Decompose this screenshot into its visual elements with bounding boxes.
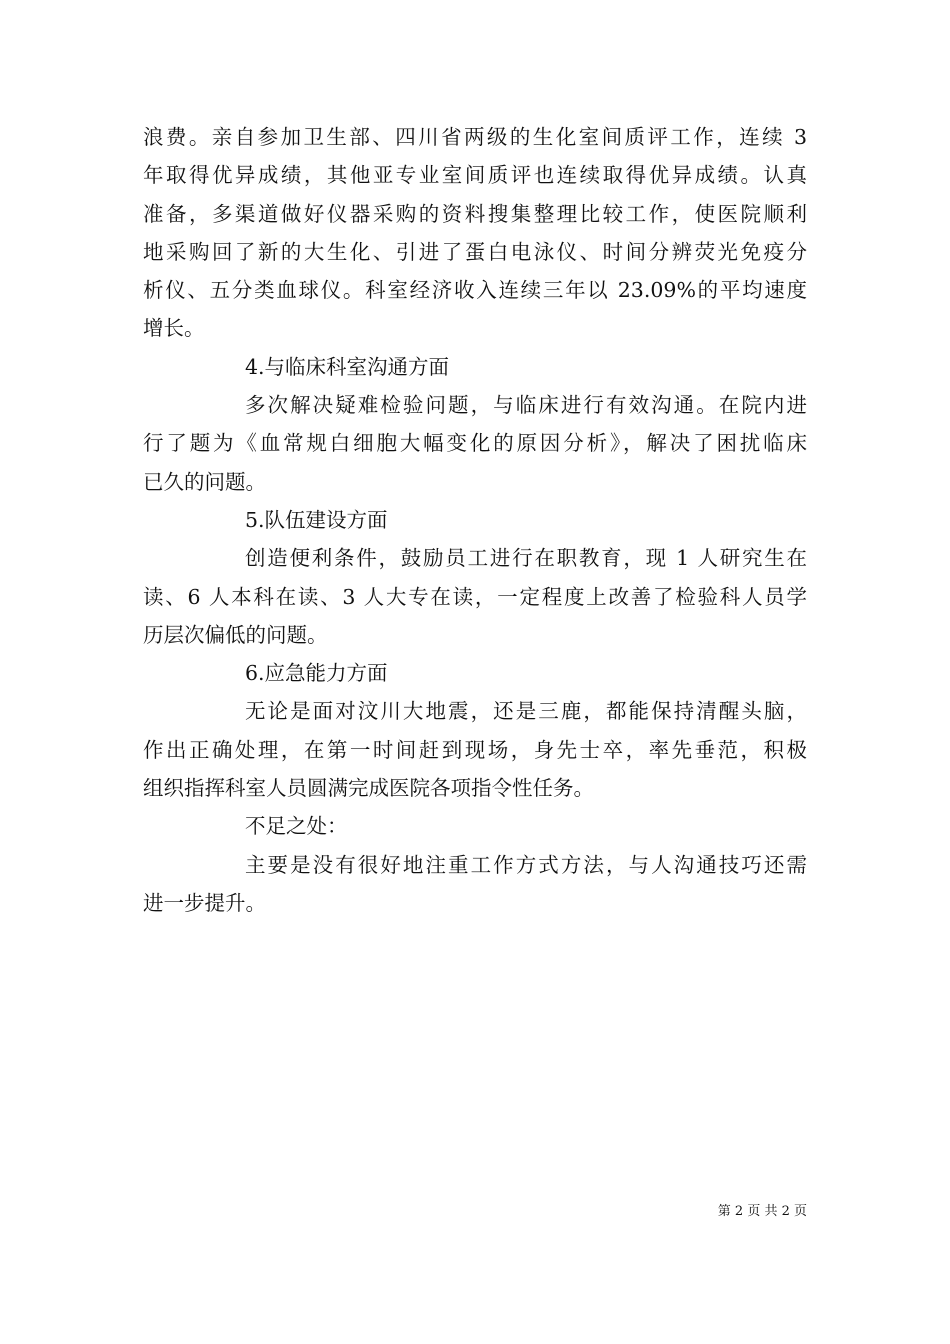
section-heading: 4.与临床科室沟通方面 (245, 354, 450, 379)
section-heading: 5.队伍建设方面 (245, 507, 388, 532)
text-line: 准备，多渠道做好仪器采购的资料搜集整理比较工作，使医院顺利 (143, 201, 807, 226)
section-heading: 不足之处： (245, 814, 348, 839)
text-line: 作出正确处理，在第一时间赶到现场，身先士卒，率先垂范，积极 (143, 737, 807, 762)
text-line: 进一步提升。 (143, 890, 266, 915)
section-heading: 6.应急能力方面 (245, 661, 388, 686)
text-line: 多次解决疑难检验问题，与临床进行有效沟通。在院内进 (245, 393, 807, 418)
text-line: 历层次偏低的问题。 (143, 622, 328, 647)
text-line: 析仪、五分类血球仪。科室经济收入连续三年以 23.09%的平均速度 (143, 278, 807, 303)
text-line: 已久的问题。 (143, 469, 266, 494)
text-line: 读、6 人本科在读、3 人大专在读，一定程度上改善了检验科人员学 (143, 584, 807, 609)
text-line: 组织指挥科室人员圆满完成医院各项指令性任务。 (143, 776, 594, 801)
text-line: 无论是面对汶川大地震，还是三鹿，都能保持清醒头脑， (245, 699, 807, 724)
text-line: 行了题为《血常规白细胞大幅变化的原因分析》，解决了困扰临床 (143, 431, 807, 456)
body-text (143, 118, 807, 922)
text-line: 地采购回了新的大生化、引进了蛋白电泳仪、时间分辨荧光免疫分 (143, 239, 807, 264)
text-line: 浪费。亲自参加卫生部、四川省两级的生化室间质评工作，连续 3 (143, 125, 807, 149)
page-footer: 第 2 页 共 2 页 (717, 1204, 807, 1219)
text-line: 年取得优异成绩，其他亚专业室间质评也连续取得优异成绩。认真 (143, 163, 807, 188)
text-line: 增长。 (143, 316, 205, 341)
text-line: 创造便利条件，鼓励员工进行在职教育，现 1 人研究生在 (245, 546, 807, 571)
text-line: 主要是没有很好地注重工作方式方法，与人沟通技巧还需 (245, 852, 807, 877)
